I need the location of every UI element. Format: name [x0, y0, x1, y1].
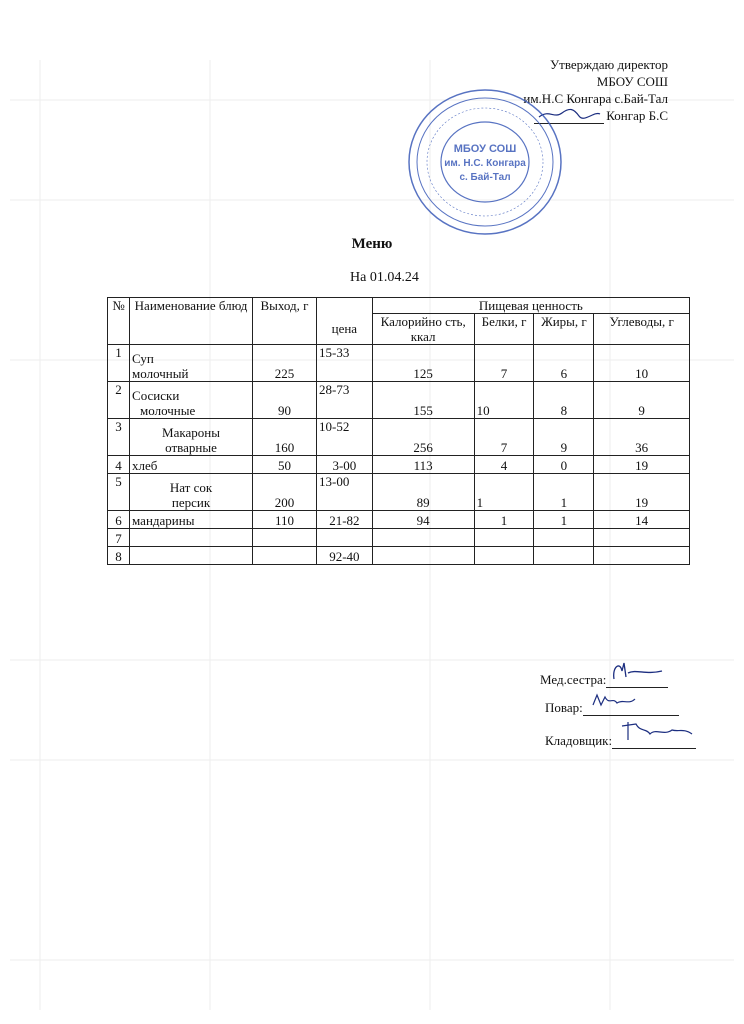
cell-total-price: 92-40 [317, 547, 373, 565]
cell-num: 5 [108, 474, 130, 511]
table-row [108, 382, 690, 419]
cell-name-line1: Макароны [162, 425, 220, 440]
header-price: цена [317, 314, 373, 345]
cell-name-line1: Сосиски [132, 388, 180, 403]
cell-name: хлеб [130, 456, 253, 474]
approval-title: Утверждаю директор [549, 57, 668, 72]
storekeeper-label: Кладовщик: [545, 733, 613, 748]
cell-calories: 155 [372, 382, 474, 419]
page-title: Меню [351, 236, 393, 252]
table-row [108, 456, 690, 474]
header-calories: Калорийно сть, ккал [372, 314, 474, 345]
cell-num: 7 [108, 529, 130, 547]
cell-price: 21-82 [317, 511, 373, 529]
cell-price: 3-00 [317, 456, 373, 474]
cell-output: 160 [252, 419, 316, 456]
stamp-line3: с. Бай-Тал [459, 172, 511, 183]
header-fat: Жиры, г [534, 314, 594, 345]
cell-num: 6 [108, 511, 130, 529]
cell-fat: 1 [534, 511, 594, 529]
cell-calories: 89 [372, 474, 474, 511]
cell-calories: 125 [372, 345, 474, 382]
cell-calories: 256 [372, 419, 474, 456]
cell-fat: 0 [534, 456, 594, 474]
approval-school: МБОУ СОШ [596, 74, 668, 89]
school-stamp [405, 82, 565, 242]
cell-output: 225 [252, 345, 316, 382]
stamp-line2: им. Н.С. Конгара [444, 158, 526, 169]
header-protein: Белки, г [474, 314, 534, 345]
menu-table [107, 297, 690, 565]
table-row [108, 345, 690, 382]
cell-num: 1 [108, 345, 130, 382]
cell-calories: 94 [372, 511, 474, 529]
table-row [108, 529, 690, 547]
cell-protein: 10 [474, 382, 534, 419]
cell-carbs: 19 [594, 456, 690, 474]
cell-carbs: 36 [594, 419, 690, 456]
nurse-signature-line [540, 672, 668, 688]
cell-num: 3 [108, 419, 130, 456]
cell-carbs: 9 [594, 382, 690, 419]
cell-name: мандарины [130, 511, 253, 529]
cell-name-line2: отварные [165, 440, 217, 455]
cell-name [130, 382, 253, 419]
cell-name [130, 345, 253, 382]
nurse-signature [606, 673, 668, 688]
cell-name [130, 474, 253, 511]
cell-num: 2 [108, 382, 130, 419]
cell-name-line2: молочные [140, 403, 196, 418]
cell-protein: 1 [474, 511, 534, 529]
storekeeper-signature-line [545, 733, 696, 749]
cell-price: 10-52 [317, 419, 373, 456]
table-row [108, 547, 690, 565]
header-name: Наименование блюд [130, 298, 253, 345]
signature-scribble [606, 659, 668, 683]
cell-fat: 9 [534, 419, 594, 456]
cell-protein: 7 [474, 345, 534, 382]
storekeeper-signature [612, 734, 696, 749]
cell-price: 13-00 [317, 474, 373, 511]
cell-carbs: 14 [594, 511, 690, 529]
table-row [108, 419, 690, 456]
cell-name-line1: Суп [132, 351, 154, 366]
cell-name [130, 419, 253, 456]
cell-carbs: 10 [594, 345, 690, 382]
signature-scribble [583, 691, 679, 711]
cell-protein: 7 [474, 419, 534, 456]
cell-price: 28-73 [317, 382, 373, 419]
cell-carbs: 19 [594, 474, 690, 511]
header-output: Выход, г [252, 298, 316, 345]
nurse-label: Мед.сестра: [540, 672, 607, 687]
cell-protein: 1 [474, 474, 534, 511]
signature-scribble [612, 718, 696, 744]
header-num: № [108, 298, 130, 345]
cell-name-line1: Нат сок [169, 480, 213, 495]
cell-calories: 113 [372, 456, 474, 474]
cook-label: Повар: [545, 700, 583, 715]
cell-output: 200 [252, 474, 316, 511]
approval-director-name: Конгар Б.С [606, 108, 668, 123]
cell-fat: 6 [534, 345, 594, 382]
cell-output: 110 [252, 511, 316, 529]
cell-protein: 4 [474, 456, 534, 474]
cell-fat: 8 [534, 382, 594, 419]
cell-output: 50 [252, 456, 316, 474]
cell-num: 4 [108, 456, 130, 474]
header-nutrition: Пищевая ценность [372, 298, 689, 314]
table-row [108, 511, 690, 529]
cell-fat: 1 [534, 474, 594, 511]
table-row [108, 474, 690, 511]
header-carbs: Углеводы, г [594, 314, 690, 345]
cook-signature [583, 701, 679, 716]
cell-name-line2: молочный [132, 366, 189, 381]
cell-num: 8 [108, 547, 130, 565]
approval-school-name: им.Н.С Конгара с.Бай-Тал [523, 91, 668, 106]
stamp-line1: МБОУ СОШ [453, 143, 517, 155]
cell-output: 90 [252, 382, 316, 419]
cell-price: 15-33 [317, 345, 373, 382]
cook-signature-line [545, 700, 679, 716]
cell-name-line2: персик [171, 495, 211, 510]
menu-date: На 01.04.24 [350, 270, 419, 285]
